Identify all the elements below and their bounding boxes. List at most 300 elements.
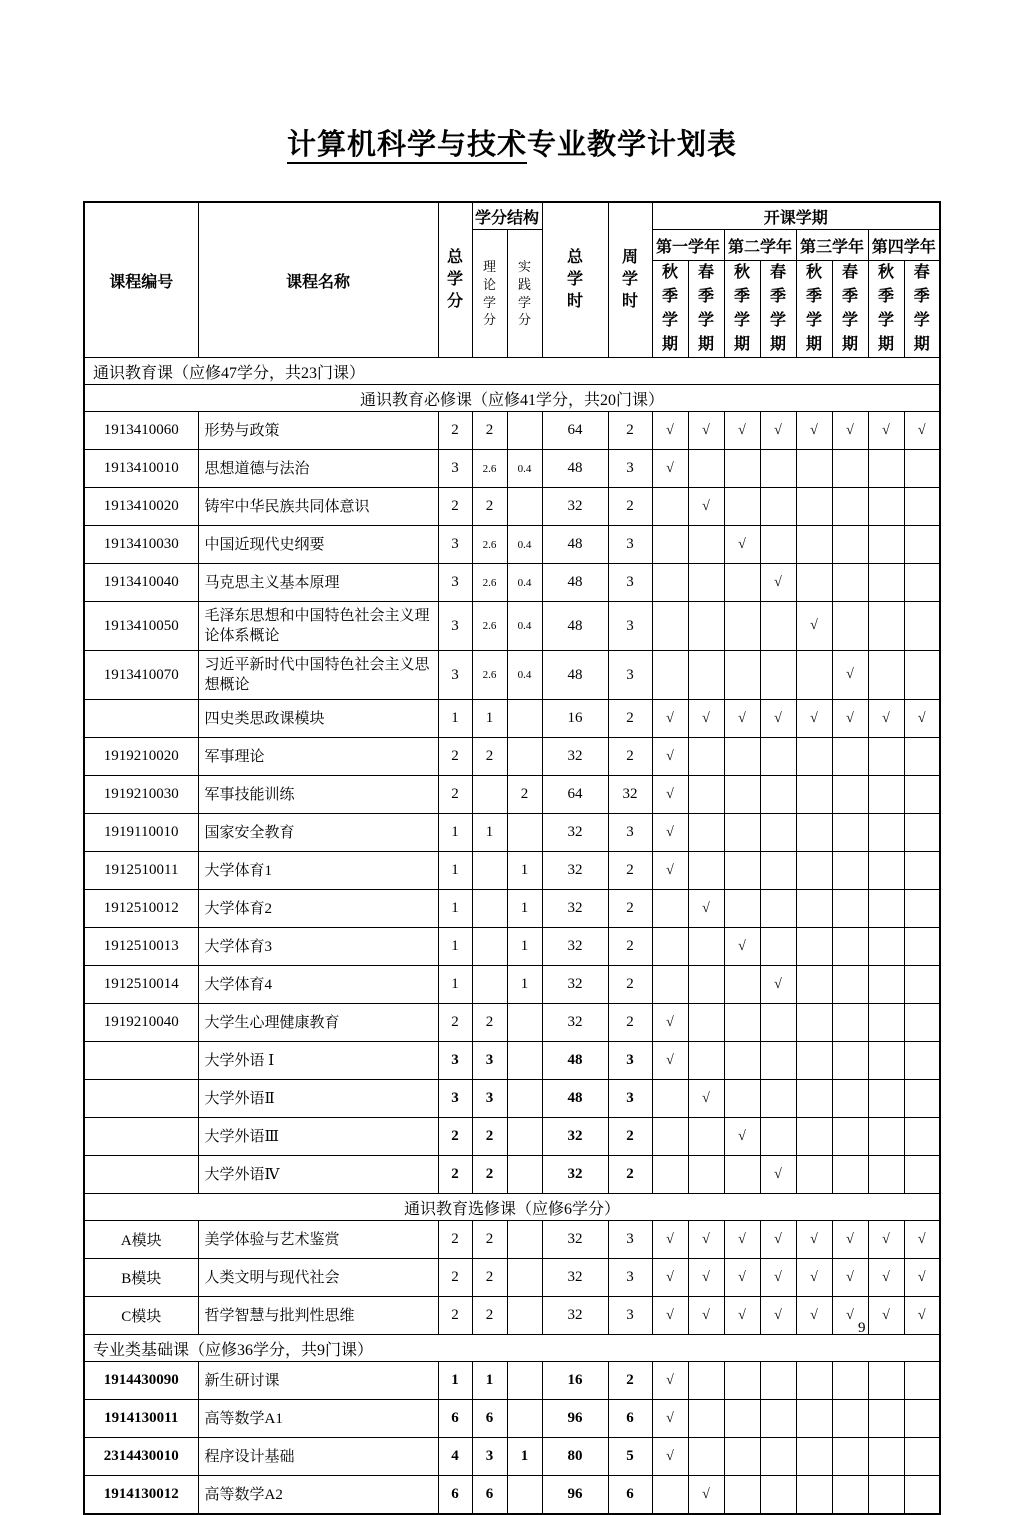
- course-id-cell: 1919210030: [84, 776, 198, 814]
- weekly-hours-cell: 3: [608, 1259, 652, 1297]
- practice-credits-cell: 0.4: [507, 450, 542, 488]
- practice-credits-cell: [507, 1297, 542, 1335]
- semester-check-cell: √: [688, 412, 724, 450]
- spring-term-label: 春季学期: [770, 264, 787, 353]
- semester-check-cell: [868, 738, 904, 776]
- weekly-hours-cell: 2: [608, 890, 652, 928]
- page-title-suffix: 专业教学计划表: [527, 129, 738, 161]
- semester-check-cell: [796, 890, 832, 928]
- semester-check-cell: [760, 1004, 796, 1042]
- header-spring-term-2: [760, 261, 796, 358]
- semester-check-cell: [904, 1080, 940, 1118]
- semester-check-cell: [832, 1156, 868, 1194]
- semester-check-cell: [652, 651, 688, 700]
- semester-check-cell: √: [868, 1221, 904, 1259]
- total-credits-cell: 1: [438, 814, 472, 852]
- total-credits-cell: 1: [438, 1362, 472, 1400]
- header-year-2: 第二学年: [724, 230, 796, 261]
- semester-check-cell: [904, 651, 940, 700]
- semester-check-cell: √: [652, 738, 688, 776]
- course-id-cell: 1913410040: [84, 564, 198, 602]
- semester-check-cell: [904, 1476, 940, 1515]
- semester-check-cell: [760, 928, 796, 966]
- header-total-credits: [438, 202, 472, 358]
- semester-check-cell: [652, 488, 688, 526]
- semester-check-cell: [760, 1362, 796, 1400]
- semester-check-cell: [724, 1438, 760, 1476]
- practice-credits-cell: [507, 488, 542, 526]
- semester-check-cell: [688, 564, 724, 602]
- semester-check-cell: √: [868, 1297, 904, 1335]
- semester-check-cell: √: [652, 852, 688, 890]
- total-credits-cell: 2: [438, 1297, 472, 1335]
- semester-check-cell: √: [832, 1259, 868, 1297]
- semester-check-cell: √: [688, 1080, 724, 1118]
- header-total-hours-label: 总学时: [567, 248, 584, 311]
- semester-check-cell: [760, 1080, 796, 1118]
- semester-check-cell: [904, 928, 940, 966]
- semester-check-cell: [796, 1004, 832, 1042]
- weekly-hours-cell: 3: [608, 526, 652, 564]
- semester-check-cell: [904, 1362, 940, 1400]
- total-credits-cell: 3: [438, 526, 472, 564]
- course-row: [84, 1438, 940, 1476]
- header-fall-term-1: [652, 261, 688, 358]
- semester-check-cell: √: [652, 1259, 688, 1297]
- semester-check-cell: [724, 488, 760, 526]
- total-hours-cell: 32: [542, 1297, 608, 1335]
- semester-check-cell: [832, 1042, 868, 1080]
- semester-check-cell: [832, 738, 868, 776]
- semester-check-cell: [832, 928, 868, 966]
- weekly-hours-cell: 3: [608, 1297, 652, 1335]
- weekly-hours-cell: 3: [608, 814, 652, 852]
- section-label: 通识教育课（应修47学分，共23门课）: [84, 358, 940, 385]
- total-hours-cell: 48: [542, 651, 608, 700]
- header-fall-term-3: [796, 261, 832, 358]
- weekly-hours-cell: 3: [608, 564, 652, 602]
- semester-check-cell: [688, 1042, 724, 1080]
- semester-check-cell: [832, 1400, 868, 1438]
- theory-credits-cell: 2: [472, 1156, 507, 1194]
- header-course-name: 课程名称: [198, 202, 438, 358]
- semester-check-cell: √: [868, 700, 904, 738]
- semester-check-cell: [832, 1080, 868, 1118]
- theory-credits-cell: 6: [472, 1476, 507, 1515]
- semester-check-cell: [832, 564, 868, 602]
- semester-check-cell: √: [652, 1042, 688, 1080]
- semester-check-cell: [832, 1118, 868, 1156]
- total-credits-cell: 4: [438, 1438, 472, 1476]
- section-row: [84, 385, 940, 412]
- course-row: [84, 1042, 940, 1080]
- total-credits-cell: 1: [438, 700, 472, 738]
- practice-credits-cell: [507, 738, 542, 776]
- header-year-1: 第一学年: [652, 230, 724, 261]
- semester-check-cell: [904, 1156, 940, 1194]
- fall-term-label: 秋季学期: [806, 264, 823, 353]
- semester-check-cell: [652, 564, 688, 602]
- theory-credits-cell: [472, 852, 507, 890]
- semester-check-cell: [760, 890, 796, 928]
- practice-credits-cell: [507, 1080, 542, 1118]
- semester-check-cell: √: [760, 412, 796, 450]
- course-id-cell: [84, 1118, 198, 1156]
- theory-credits-cell: 2.6: [472, 651, 507, 700]
- course-name-cell: 形势与政策: [198, 412, 438, 450]
- semester-check-cell: [868, 1362, 904, 1400]
- semester-check-cell: [904, 890, 940, 928]
- course-id-cell: 1919210040: [84, 1004, 198, 1042]
- semester-check-cell: [868, 1156, 904, 1194]
- weekly-hours-cell: 2: [608, 700, 652, 738]
- semester-check-cell: [832, 776, 868, 814]
- course-row: [84, 602, 940, 651]
- weekly-hours-cell: 2: [608, 1118, 652, 1156]
- header-credit-structure: 学分结构: [472, 202, 542, 230]
- course-row: [84, 651, 940, 700]
- semester-check-cell: [868, 1476, 904, 1515]
- semester-check-cell: [760, 651, 796, 700]
- total-credits-cell: 1: [438, 966, 472, 1004]
- semester-check-cell: [760, 814, 796, 852]
- semester-check-cell: [688, 1400, 724, 1438]
- semester-check-cell: √: [796, 700, 832, 738]
- total-hours-cell: 32: [542, 928, 608, 966]
- semester-check-cell: [868, 928, 904, 966]
- semester-check-cell: [868, 890, 904, 928]
- page-title-major: 计算机科学与技术: [287, 129, 527, 164]
- semester-check-cell: [832, 966, 868, 1004]
- total-credits-cell: 1: [438, 852, 472, 890]
- course-name-cell: 国家安全教育: [198, 814, 438, 852]
- weekly-hours-cell: 32: [608, 776, 652, 814]
- theory-credits-cell: [472, 928, 507, 966]
- practice-credits-cell: [507, 1221, 542, 1259]
- theory-credits-cell: 2: [472, 1004, 507, 1042]
- total-hours-cell: 32: [542, 738, 608, 776]
- semester-check-cell: √: [832, 700, 868, 738]
- course-row: [84, 412, 940, 450]
- semester-check-cell: √: [724, 700, 760, 738]
- semester-check-cell: [796, 928, 832, 966]
- semester-check-cell: [832, 526, 868, 564]
- course-name-cell: 毛泽东思想和中国特色社会主义理论体系概论: [198, 602, 438, 651]
- semester-check-cell: [904, 1042, 940, 1080]
- semester-check-cell: [760, 738, 796, 776]
- semester-check-cell: [832, 1438, 868, 1476]
- semester-check-cell: [760, 1400, 796, 1438]
- semester-check-cell: [832, 1476, 868, 1515]
- semester-check-cell: √: [688, 1476, 724, 1515]
- semester-check-cell: √: [724, 1118, 760, 1156]
- semester-check-cell: [688, 966, 724, 1004]
- practice-credits-cell: 1: [507, 966, 542, 1004]
- semester-check-cell: [724, 564, 760, 602]
- practice-credits-cell: [507, 1004, 542, 1042]
- total-hours-cell: 32: [542, 852, 608, 890]
- semester-check-cell: [688, 738, 724, 776]
- semester-check-cell: [652, 602, 688, 651]
- course-row: [84, 966, 940, 1004]
- course-row: [84, 1259, 940, 1297]
- semester-check-cell: [760, 488, 796, 526]
- semester-check-cell: [760, 450, 796, 488]
- semester-check-cell: [868, 450, 904, 488]
- weekly-hours-cell: 2: [608, 852, 652, 890]
- semester-check-cell: √: [760, 1156, 796, 1194]
- theory-credits-cell: 2: [472, 412, 507, 450]
- semester-check-cell: [904, 1118, 940, 1156]
- fall-term-label: 秋季学期: [878, 264, 895, 353]
- semester-check-cell: [796, 776, 832, 814]
- semester-check-cell: [688, 814, 724, 852]
- course-id-cell: 1913410020: [84, 488, 198, 526]
- semester-check-cell: [832, 890, 868, 928]
- semester-check-cell: [868, 564, 904, 602]
- course-name-cell: 习近平新时代中国特色社会主义思想概论: [198, 651, 438, 700]
- semester-check-cell: [796, 852, 832, 890]
- course-row: [84, 1476, 940, 1515]
- semester-check-cell: [688, 776, 724, 814]
- semester-check-cell: [688, 1362, 724, 1400]
- header-spring-term-4: [904, 261, 940, 358]
- theory-credits-cell: 6: [472, 1400, 507, 1438]
- semester-check-cell: √: [904, 700, 940, 738]
- total-credits-cell: 2: [438, 412, 472, 450]
- semester-check-cell: [724, 1156, 760, 1194]
- theory-credits-cell: 2: [472, 738, 507, 776]
- weekly-hours-cell: 2: [608, 1004, 652, 1042]
- semester-check-cell: [796, 564, 832, 602]
- semester-check-cell: √: [796, 1297, 832, 1335]
- theory-credits-cell: 1: [472, 1362, 507, 1400]
- fall-term-label: 秋季学期: [662, 264, 679, 353]
- semester-check-cell: [796, 488, 832, 526]
- semester-check-cell: [868, 488, 904, 526]
- semester-check-cell: [868, 966, 904, 1004]
- course-name-cell: 哲学智慧与批判性思维: [198, 1297, 438, 1335]
- practice-credits-cell: 1: [507, 1438, 542, 1476]
- semester-check-cell: [904, 814, 940, 852]
- course-id-cell: 1913410070: [84, 651, 198, 700]
- header-theory-credits-label: 理论学分: [482, 258, 496, 328]
- course-name-cell: 美学体验与艺术鉴赏: [198, 1221, 438, 1259]
- total-hours-cell: 16: [542, 700, 608, 738]
- course-name-cell: 人类文明与现代社会: [198, 1259, 438, 1297]
- total-credits-cell: 3: [438, 450, 472, 488]
- theory-credits-cell: 2.6: [472, 564, 507, 602]
- semester-check-cell: √: [652, 1362, 688, 1400]
- theory-credits-cell: 2: [472, 1297, 507, 1335]
- semester-check-cell: [904, 602, 940, 651]
- total-hours-cell: 80: [542, 1438, 608, 1476]
- semester-check-cell: [796, 1118, 832, 1156]
- course-name-cell: 程序设计基础: [198, 1438, 438, 1476]
- semester-check-cell: [832, 450, 868, 488]
- semester-check-cell: [796, 1400, 832, 1438]
- course-row: [84, 450, 940, 488]
- spring-term-label: 春季学期: [842, 264, 859, 353]
- semester-check-cell: √: [868, 1259, 904, 1297]
- semester-check-cell: √: [832, 412, 868, 450]
- semester-check-cell: [832, 814, 868, 852]
- course-name-cell: 四史类思政课模块: [198, 700, 438, 738]
- semester-check-cell: √: [760, 700, 796, 738]
- header-weekly-hours-label: 周学时: [622, 248, 639, 311]
- semester-check-cell: [868, 602, 904, 651]
- weekly-hours-cell: 6: [608, 1400, 652, 1438]
- semester-check-cell: [724, 450, 760, 488]
- course-id-cell: 1912510013: [84, 928, 198, 966]
- weekly-hours-cell: 3: [608, 651, 652, 700]
- theory-credits-cell: 2: [472, 488, 507, 526]
- course-id-cell: B模块: [84, 1259, 198, 1297]
- semester-check-cell: [904, 1438, 940, 1476]
- semester-check-cell: [724, 1080, 760, 1118]
- course-id-cell: 1912510014: [84, 966, 198, 1004]
- semester-check-cell: [688, 1156, 724, 1194]
- header-fall-term-2: [724, 261, 760, 358]
- semester-check-cell: √: [904, 1259, 940, 1297]
- semester-check-cell: [796, 966, 832, 1004]
- practice-credits-cell: 0.4: [507, 602, 542, 651]
- total-hours-cell: 32: [542, 1004, 608, 1042]
- semester-check-cell: [868, 852, 904, 890]
- course-name-cell: 大学外语Ⅱ: [198, 1080, 438, 1118]
- course-row: [84, 890, 940, 928]
- practice-credits-cell: [507, 1118, 542, 1156]
- header-total-credits-label: 总学分: [446, 248, 463, 311]
- semester-check-cell: [796, 814, 832, 852]
- semester-check-cell: [904, 966, 940, 1004]
- total-credits-cell: 2: [438, 1004, 472, 1042]
- course-id-cell: 2314430010: [84, 1438, 198, 1476]
- practice-credits-cell: [507, 700, 542, 738]
- course-id-cell: 1913410030: [84, 526, 198, 564]
- practice-credits-cell: 1: [507, 928, 542, 966]
- total-credits-cell: 3: [438, 1042, 472, 1080]
- theory-credits-cell: 3: [472, 1438, 507, 1476]
- semester-check-cell: √: [796, 1221, 832, 1259]
- course-id-cell: [84, 700, 198, 738]
- semester-check-cell: [760, 852, 796, 890]
- semester-check-cell: [868, 776, 904, 814]
- spring-term-label: 春季学期: [913, 264, 930, 353]
- weekly-hours-cell: 2: [608, 412, 652, 450]
- semester-check-cell: [796, 526, 832, 564]
- total-hours-cell: 32: [542, 1118, 608, 1156]
- theory-credits-cell: 2: [472, 1118, 507, 1156]
- semester-check-cell: [904, 450, 940, 488]
- header-practice-credits-label: 实践学分: [517, 258, 531, 328]
- semester-check-cell: [724, 966, 760, 1004]
- semester-check-cell: [652, 1476, 688, 1515]
- weekly-hours-cell: 2: [608, 1156, 652, 1194]
- semester-check-cell: [868, 1004, 904, 1042]
- semester-check-cell: [688, 602, 724, 651]
- header-spring-term-1: [688, 261, 724, 358]
- course-row: [84, 1004, 940, 1042]
- semester-check-cell: [688, 1004, 724, 1042]
- semester-check-cell: √: [796, 602, 832, 651]
- course-id-cell: 1919110010: [84, 814, 198, 852]
- total-hours-cell: 64: [542, 412, 608, 450]
- semester-check-cell: [688, 1118, 724, 1156]
- course-row: [84, 928, 940, 966]
- total-hours-cell: 48: [542, 564, 608, 602]
- semester-check-cell: [904, 488, 940, 526]
- total-hours-cell: 64: [542, 776, 608, 814]
- course-row: [84, 1297, 940, 1335]
- practice-credits-cell: [507, 814, 542, 852]
- semester-check-cell: √: [688, 1297, 724, 1335]
- theory-credits-cell: [472, 966, 507, 1004]
- section-row: [84, 358, 940, 385]
- total-hours-cell: 32: [542, 1156, 608, 1194]
- section-row: [84, 1194, 940, 1221]
- theory-credits-cell: [472, 890, 507, 928]
- header-semesters: 开课学期: [652, 202, 940, 230]
- total-hours-cell: 48: [542, 1042, 608, 1080]
- practice-credits-cell: 1: [507, 852, 542, 890]
- semester-check-cell: [868, 1400, 904, 1438]
- total-credits-cell: 2: [438, 1259, 472, 1297]
- theory-credits-cell: 3: [472, 1080, 507, 1118]
- practice-credits-cell: [507, 1259, 542, 1297]
- semester-check-cell: √: [652, 776, 688, 814]
- semester-check-cell: √: [832, 1297, 868, 1335]
- course-name-cell: 新生研讨课: [198, 1362, 438, 1400]
- weekly-hours-cell: 3: [608, 1042, 652, 1080]
- course-row: [84, 852, 940, 890]
- theory-credits-cell: 1: [472, 814, 507, 852]
- semester-check-cell: [868, 526, 904, 564]
- semester-check-cell: [652, 928, 688, 966]
- semester-check-cell: [688, 1438, 724, 1476]
- course-name-cell: 大学体育1: [198, 852, 438, 890]
- theory-credits-cell: 1: [472, 700, 507, 738]
- practice-credits-cell: [507, 1476, 542, 1515]
- semester-check-cell: [796, 450, 832, 488]
- semester-check-cell: [904, 526, 940, 564]
- course-row: [84, 738, 940, 776]
- semester-check-cell: √: [760, 1221, 796, 1259]
- practice-credits-cell: 0.4: [507, 526, 542, 564]
- semester-check-cell: √: [868, 412, 904, 450]
- theory-credits-cell: 2: [472, 1259, 507, 1297]
- semester-check-cell: [904, 738, 940, 776]
- course-name-cell: 大学外语Ⅲ: [198, 1118, 438, 1156]
- semester-check-cell: √: [760, 1259, 796, 1297]
- course-row: [84, 1400, 940, 1438]
- total-hours-cell: 96: [542, 1400, 608, 1438]
- course-name-cell: 军事理论: [198, 738, 438, 776]
- course-id-cell: 1914130012: [84, 1476, 198, 1515]
- semester-check-cell: [868, 1438, 904, 1476]
- course-id-cell: 1912510012: [84, 890, 198, 928]
- total-credits-cell: 2: [438, 1221, 472, 1259]
- semester-check-cell: [724, 1042, 760, 1080]
- total-hours-cell: 48: [542, 450, 608, 488]
- header-spring-term-3: [832, 261, 868, 358]
- practice-credits-cell: [507, 1400, 542, 1438]
- semester-check-cell: [832, 1362, 868, 1400]
- semester-check-cell: [832, 1004, 868, 1042]
- semester-check-cell: [724, 602, 760, 651]
- total-hours-cell: 16: [542, 1362, 608, 1400]
- total-credits-cell: 2: [438, 488, 472, 526]
